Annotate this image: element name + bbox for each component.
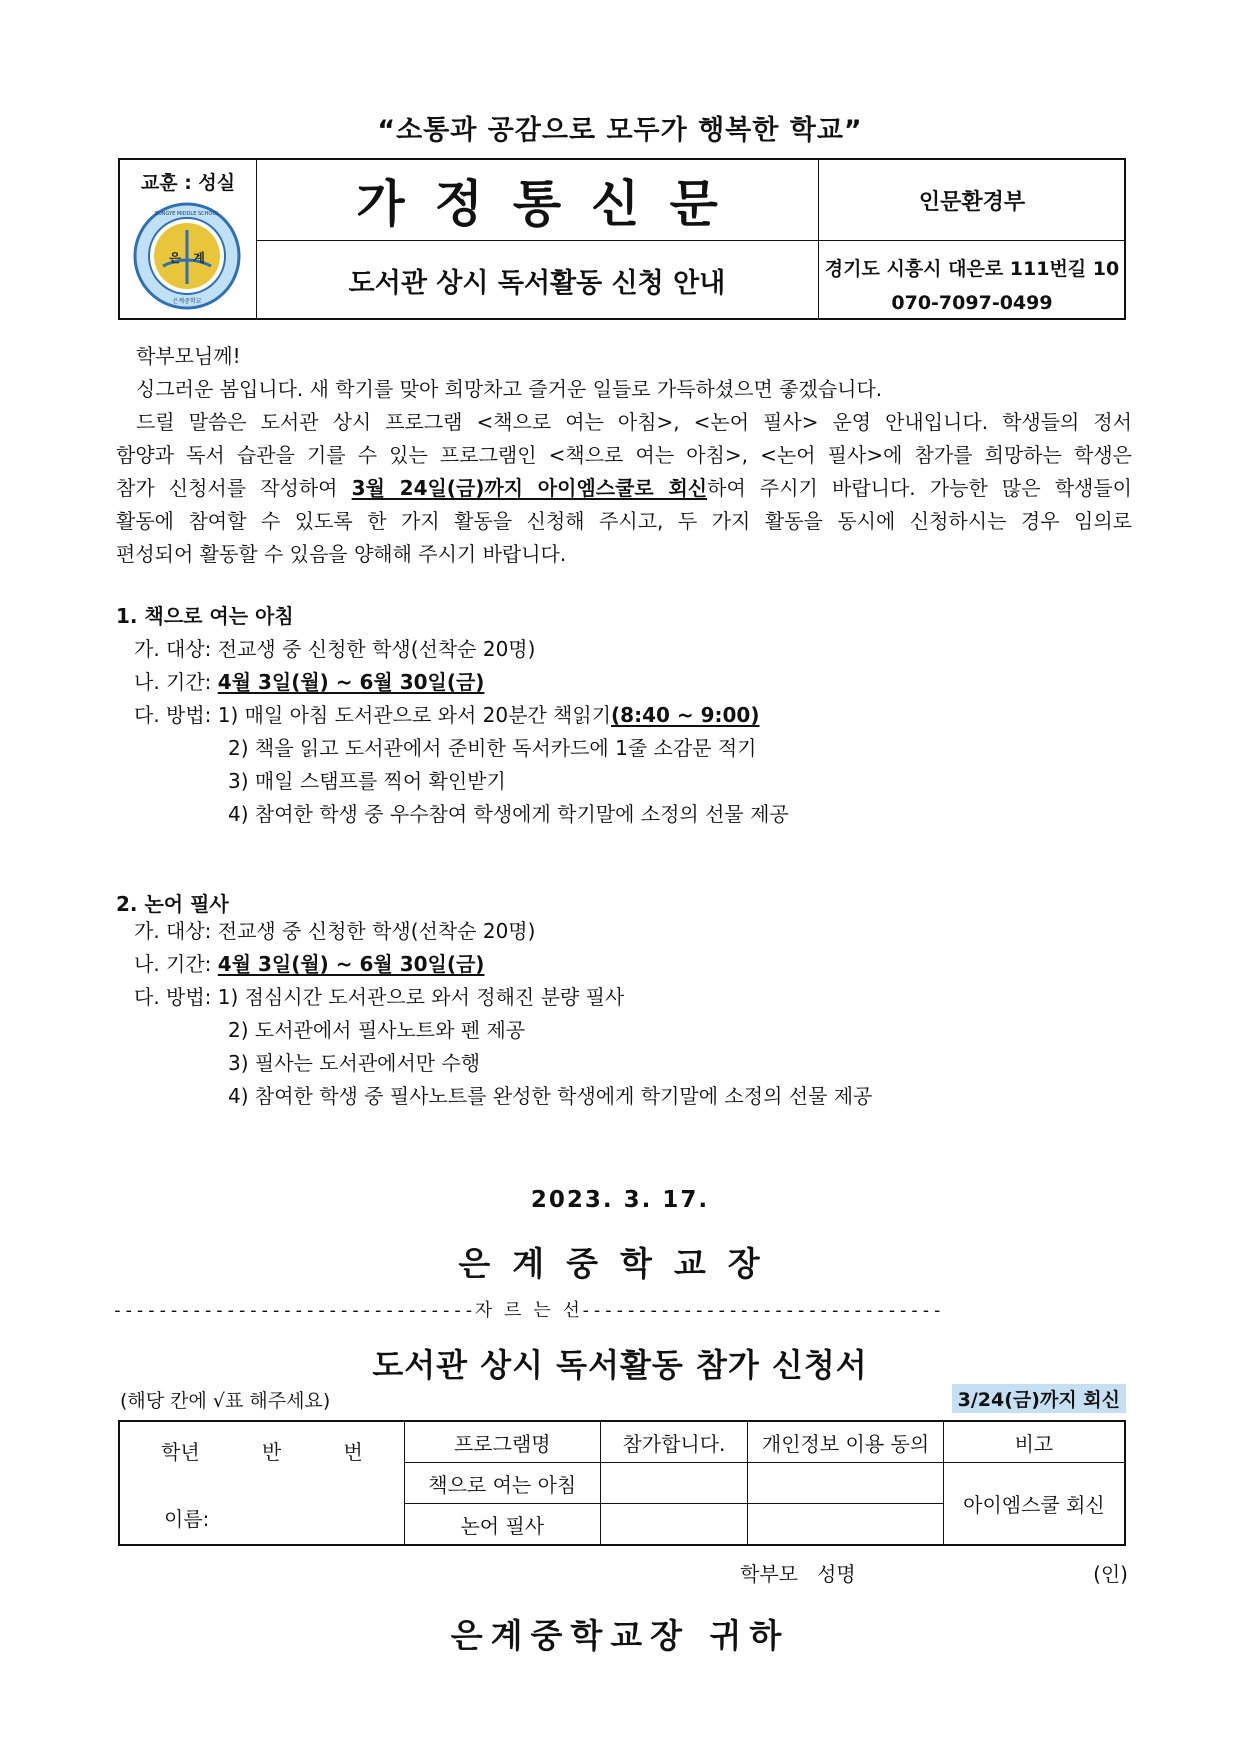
section-target: 가. 대상: 전교생 중 신청한 학생(선착순 20명) (134, 919, 536, 943)
parent-signature[interactable] (740, 1558, 1128, 1587)
application-table (118, 1420, 1126, 1546)
method-step: 3) 매일 스탬프를 찍어 확인받기 (228, 769, 506, 793)
letter-line: 함양과 독서 습관을 기를 수 있는 프로그램인 <책으로 여는 아침>, <논어 필사>에 참가를 희망하는 학생은 (116, 443, 1132, 467)
document-subtitle: 도서관 상시 독서활동 신청 안내 (348, 267, 726, 299)
student-info-cell[interactable] (119, 1421, 405, 1545)
letter-line: 드릴 말씀은 도서관 상시 프로그램 <책으로 여는 아침>, <논어 필사> 운영 안내입니다. 학생들의 정서 (136, 410, 1132, 434)
logo-char-left: 은 (169, 251, 181, 265)
form-note: (해당 칸에 √표 해주세요) (120, 1390, 331, 1412)
section-method: 다. 방법: 1) 점심시간 도서관으로 와서 정해진 분량 필사 (134, 985, 625, 1009)
participate-checkbox[interactable] (600, 1463, 748, 1504)
method-step: 3) 필사는 도서관에서만 수행 (228, 1051, 481, 1075)
participate-checkbox[interactable] (600, 1504, 748, 1546)
letter-line: 싱그러운 봄입니다. 새 학기를 맞아 희망차고 즐거운 일들로 가득하셨으면 좋겠습니다. (136, 377, 883, 401)
header-program: 프로그램명 (405, 1421, 601, 1463)
header-remark: 비고 (943, 1421, 1125, 1463)
department: 인문환경부 (918, 189, 1026, 215)
logo-ring-top: EUNGYE MIDDLE SCHOOL (154, 211, 220, 217)
letter-body (116, 340, 1132, 571)
section-title: 2. 논어 필사 (116, 892, 229, 916)
school-motto: “소통과 공감으로 모두가 행복한 학교” (377, 115, 863, 146)
method-step: 4) 참여한 학생 중 우수참여 학생에게 학기말에 소정의 선물 제공 (228, 802, 789, 826)
issue-date: 2023. 3. 17. (530, 1187, 710, 1213)
section-title: 1. 책으로 여는 아침 (116, 604, 294, 628)
closing-addressee: 은계중학교장 귀하 (450, 1616, 790, 1655)
letter-line: 활동에 참여할 수 있도록 한 가지 활동을 신청해 주시고, 두 가지 활동을 동시에 신청하시는 경우 임의로 (116, 509, 1132, 533)
program-name: 논어 필사 (405, 1504, 601, 1546)
cut-line: --------------------------------자 르 는 선-------------------------------- (112, 1300, 944, 1321)
section-morning-reading (116, 600, 789, 831)
program-name: 책으로 여는 아침 (405, 1463, 601, 1504)
principal-signature: 은계중학교장 (458, 1244, 782, 1283)
seal-mark: (인) (1093, 1562, 1128, 1586)
school-address: 경기도 시흥시 대은로 111번길 10 (824, 258, 1120, 280)
section-analects-copying (116, 888, 872, 1113)
signature-label: 학부모 성명 (740, 1562, 856, 1586)
section-period: 나. 기간: 4월 3일(월) ~ 6월 30일(금) (134, 670, 485, 694)
school-contact (818, 240, 1126, 320)
class-label: 반 (261, 1440, 282, 1464)
name-label: 이름: (164, 1507, 210, 1531)
deadline-emphasis: 3월 24일(금)까지 아이엠스쿨로 회신 (351, 476, 708, 500)
header-privacy-consent: 개인정보 이용 동의 (748, 1421, 944, 1463)
method-step: 4) 참여한 학생 중 필사노트를 완성한 학생에게 학기말에 소정의 선물 제공 (228, 1084, 873, 1108)
header-box (118, 158, 1126, 320)
grade-label: 학년 (161, 1440, 200, 1464)
remark-cell: 아이엠스쿨 회신 (943, 1463, 1125, 1546)
method-step: 2) 도서관에서 필사노트와 펜 제공 (228, 1018, 526, 1042)
form-title: 도서관 상시 독서활동 참가 신청서 (372, 1346, 868, 1384)
header-participate: 참가합니다. (600, 1421, 748, 1463)
logo-ring-bottom: 은계중학교 (172, 298, 202, 305)
letter-line: 편성되어 활동할 수 있음을 양해해 주시기 바랍니다. (116, 542, 567, 566)
school-motto-label: 교훈 : 성실 (140, 172, 236, 194)
school-logo-icon (133, 202, 241, 310)
number-label: 번 (343, 1440, 363, 1464)
deadline-badge: 3/24(금)까지 회신 (952, 1384, 1126, 1413)
privacy-consent-checkbox[interactable] (748, 1463, 944, 1504)
document-title: 가정통신문 (356, 175, 748, 233)
section-method: 다. 방법: 1) 매일 아침 도서관으로 와서 20분간 책읽기(8:40 ~ 9:00) (134, 703, 760, 727)
greeting: 학부모님께! (136, 344, 241, 368)
method-step: 2) 책을 읽고 도서관에서 준비한 독서카드에 1줄 소감문 적기 (228, 736, 757, 760)
school-phone: 070-7097-0499 (891, 292, 1053, 314)
section-period: 나. 기간: 4월 3일(월) ~ 6월 30일(금) (134, 952, 485, 976)
section-target: 가. 대상: 전교생 중 신청한 학생(선착순 20명) (134, 637, 536, 661)
logo-char-right: 계 (193, 251, 205, 265)
privacy-consent-checkbox[interactable] (748, 1504, 944, 1546)
letter-line: 참가 신청서를 작성하여 3월 24일(금)까지 아이엠스쿨로 회신하여 주시기 바랍니다. 가능한 많은 학생들이 (116, 476, 1132, 500)
